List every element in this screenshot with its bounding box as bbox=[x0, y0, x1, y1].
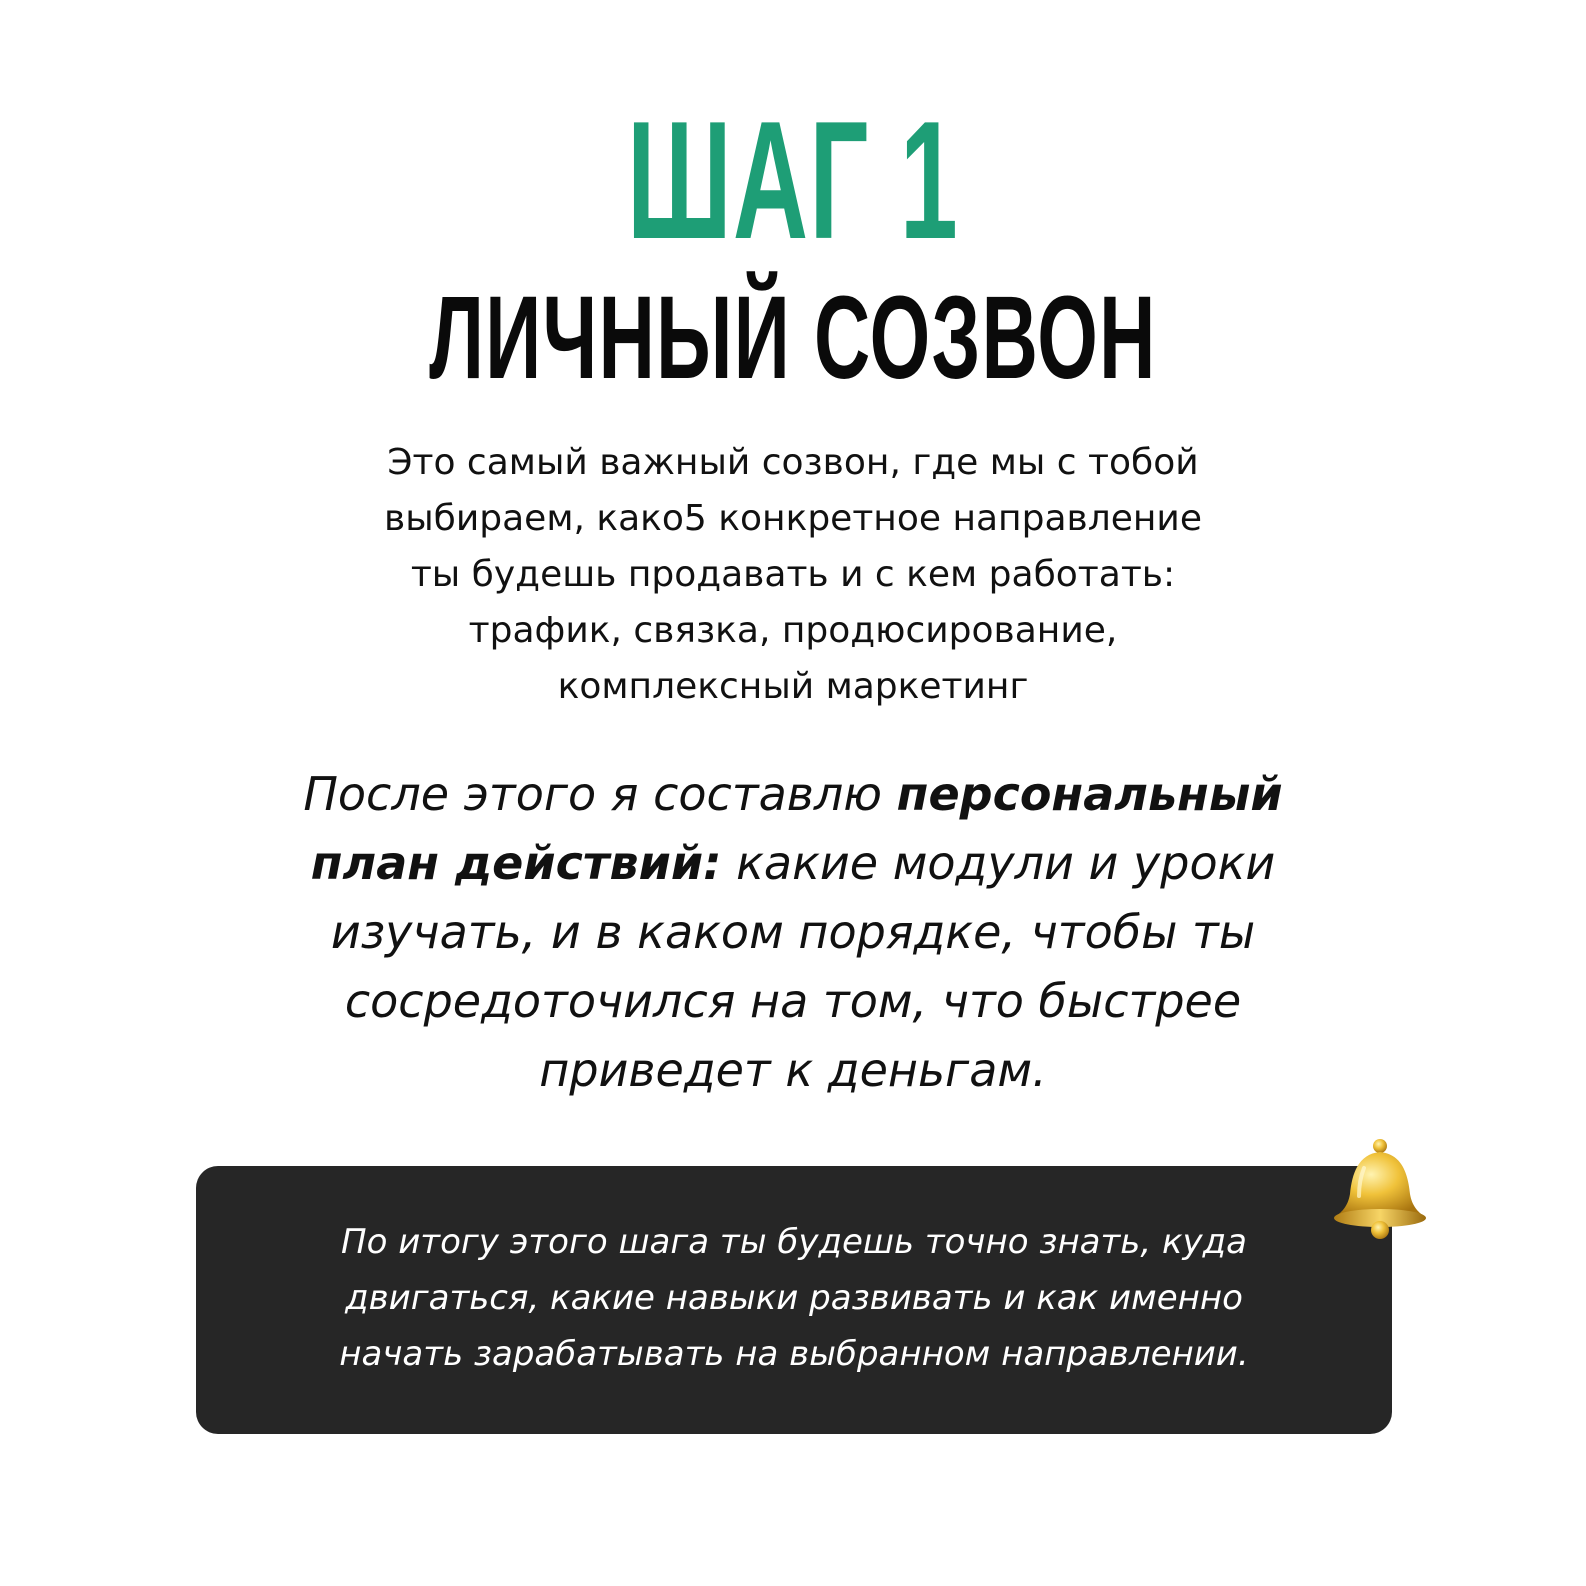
plan-line: приведет к деньгам. bbox=[539, 1043, 1047, 1097]
summary-line: По итогу этого шага ты будешь точно знать, куда bbox=[341, 1222, 1247, 1262]
plan-line: изучать, и в каком порядке, чтобы ты bbox=[330, 905, 1256, 959]
plan-text: какие модули и уроки bbox=[721, 836, 1276, 890]
step-subtitle: ЛИЧНЫЙ СОЗВОН bbox=[429, 272, 1157, 404]
intro-line: ты будешь продавать и с кем работать: bbox=[410, 554, 1176, 595]
summary-text bbox=[196, 1214, 1392, 1382]
plan-text: После этого я составлю bbox=[303, 767, 897, 821]
intro-paragraph bbox=[283, 435, 1303, 715]
plan-paragraph bbox=[243, 760, 1343, 1105]
plan-line bbox=[243, 829, 1343, 898]
intro-line: Это самый важный созвон, где мы с тобой bbox=[387, 442, 1199, 483]
summary-card bbox=[196, 1166, 1392, 1434]
summary-line: двигаться, какие навыки развивать и как именно bbox=[345, 1278, 1243, 1318]
intro-line: выбираем, како5 конкретное направление bbox=[384, 498, 1202, 539]
plan-line: сосредоточился на том, что быстрее bbox=[344, 974, 1242, 1028]
plan-emphasis: персональный bbox=[896, 767, 1283, 821]
intro-line: комплексный маркетинг bbox=[557, 666, 1029, 707]
intro-line: трафик, связка, продюсирование, bbox=[468, 610, 1118, 651]
plan-line bbox=[243, 760, 1343, 829]
summary-line: начать зарабатывать на выбранном направлении. bbox=[339, 1334, 1249, 1374]
plan-emphasis: план действий: bbox=[310, 836, 722, 890]
step-title: ШАГ 1 bbox=[626, 86, 960, 274]
bell-icon bbox=[1328, 1134, 1438, 1244]
